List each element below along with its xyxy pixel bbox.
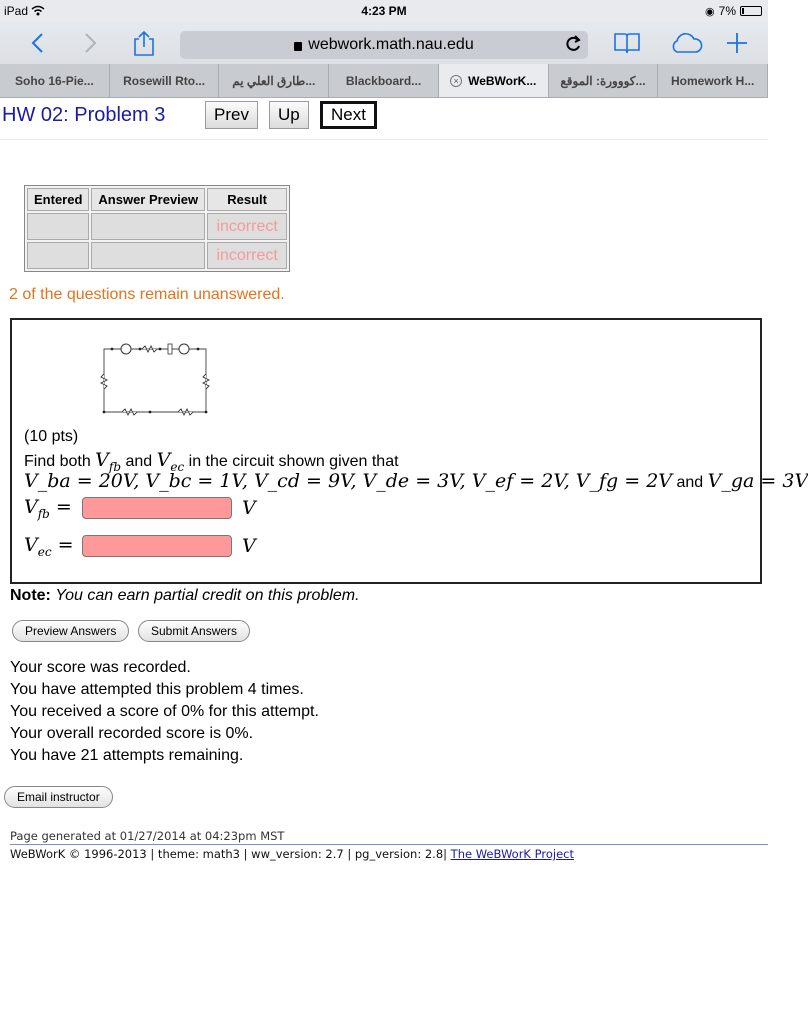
column-header: Result <box>207 188 287 211</box>
score-line: You received a score of 0% for this attempt. <box>10 703 319 720</box>
clock: 4:23 PM <box>361 4 407 18</box>
tab-webwork[interactable]: × WeBWorK... <box>439 64 549 97</box>
forward-icon[interactable] <box>76 28 106 58</box>
table-row <box>27 242 287 269</box>
unit-label: V <box>242 497 256 519</box>
unit-label: V <box>242 535 256 557</box>
preview-answers-button[interactable]: Preview Answers <box>12 620 129 642</box>
problem-box <box>10 318 808 584</box>
address-bar[interactable]: webwork.math.nau.edu <box>180 31 588 59</box>
battery-status: ◉ 7% <box>705 4 762 18</box>
result-cell: incorrect <box>207 213 287 240</box>
reload-icon[interactable] <box>564 35 582 58</box>
battery-icon <box>740 6 762 16</box>
partial-credit-note: Note: You can earn partial credit on this problem. <box>10 587 360 604</box>
up-button[interactable]: Up <box>269 101 309 129</box>
cloud-icon[interactable] <box>668 28 704 58</box>
score-summary <box>10 657 319 767</box>
vfb-answer-input[interactable] <box>82 497 232 519</box>
tab-soho[interactable]: Soho 16-Pie... <box>0 64 110 97</box>
submit-answers-button[interactable]: Submit Answers <box>138 620 250 642</box>
orientation-lock-icon: ◉ <box>705 5 715 18</box>
entered-cell <box>27 242 89 269</box>
lock-icon <box>294 42 302 51</box>
result-cell: incorrect <box>207 242 287 269</box>
tab-blackboard[interactable]: Blackboard... <box>329 64 439 97</box>
entered-cell <box>27 213 89 240</box>
back-icon[interactable] <box>22 28 52 58</box>
vfb-label: $V_{fb}$ = <box>24 495 72 521</box>
page-generated: Page generated at 01/27/2014 at 04:23pm MST <box>10 829 768 845</box>
version-info: WeBWorK © 1996-2013 | theme: math3 | ww_version: 2.7 | pg_version: 2.8| The WeBWorK Project <box>10 847 574 861</box>
share-icon[interactable] <box>129 28 159 58</box>
tab-rosewill[interactable]: Rosewill Rto... <box>110 64 220 97</box>
tab-bar <box>0 64 768 98</box>
score-line: Your overall recorded score is 0%. <box>10 725 254 742</box>
given-values: V_ba = 20V, V_bc = 1V, V_cd = 9V, V_de = 3V, V_ef = 2V, V_fg = 2V and V_ga = 3V <box>24 470 808 492</box>
problem-header <box>0 98 768 140</box>
column-header: Entered <box>27 188 89 211</box>
answer-row-vfb <box>24 496 256 520</box>
score-line: Your score was recorded. <box>10 659 191 676</box>
preview-cell <box>91 213 205 240</box>
results-table <box>24 185 290 272</box>
problem-statement: Find both $V_{fb}$ and $V_{ec}$ in the circuit shown given that <box>24 449 399 474</box>
column-header: Answer Preview <box>91 188 205 211</box>
problem-points: (10 pts) <box>24 428 79 445</box>
tab-kooora[interactable]: كووورة: الموقع... <box>549 64 659 97</box>
answer-row-vec <box>24 534 256 558</box>
tab-homework[interactable]: Homework H... <box>658 64 768 97</box>
score-line: You have attempted this problem 4 times. <box>10 681 304 698</box>
browser-toolbar <box>0 22 768 64</box>
status-bar <box>0 0 768 22</box>
vec-answer-input[interactable] <box>82 535 232 557</box>
tab-close-icon[interactable]: × <box>450 75 462 87</box>
prev-button[interactable]: Prev <box>205 101 258 129</box>
device-label: iPad <box>4 4 45 18</box>
bookmarks-icon[interactable] <box>612 28 642 58</box>
score-line: You have 21 attempts remaining. <box>10 747 244 764</box>
preview-cell <box>91 242 205 269</box>
page-title: HW 02: Problem 3 <box>2 104 166 126</box>
tab-arabic-video[interactable]: طارق العلي يم... <box>219 64 329 97</box>
page-footer <box>10 829 768 861</box>
email-instructor-button[interactable]: Email instructor <box>4 786 113 808</box>
webwork-project-link[interactable]: The WeBWorK Project <box>450 847 574 861</box>
vec-label: $V_{ec}$ = <box>24 533 74 559</box>
next-button[interactable]: Next <box>320 101 377 129</box>
unanswered-message: 2 of the questions remain unanswered. <box>9 286 285 303</box>
add-tab-icon[interactable] <box>722 28 752 58</box>
circuit-diagram <box>90 334 220 442</box>
table-row <box>27 213 287 240</box>
voltage-values: V_ba = 20V, V_bc = 1V, V_cd = 9V, V_de = 3V, V_ef = 2V, V_fg = 2V <box>24 470 673 492</box>
voltage-value-ga: V_ga = 3V <box>707 470 808 492</box>
